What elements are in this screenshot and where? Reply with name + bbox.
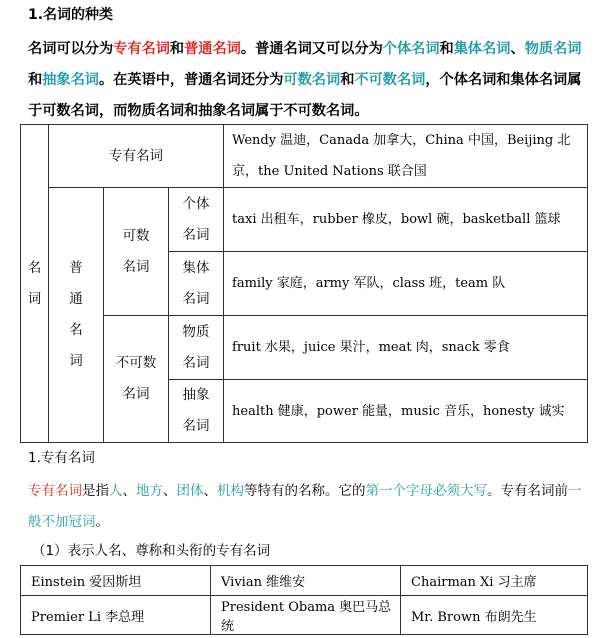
material-noun-examples: fruit 水果，juice 果汁，meat 肉，snack 零食: [224, 316, 588, 380]
intro-text-run: 集体名词: [453, 41, 511, 57]
para-text-run: 机构: [217, 483, 244, 499]
intro-text-run: 和: [340, 72, 355, 88]
para-text-run: 一般不加冠词: [28, 483, 582, 530]
intro-text-run: ，个体名词和集体名词属于可数名词，而物质名词和抽象名词属于不可数名词。: [28, 72, 582, 119]
intro-text-run: 。普通名词又可以分为: [240, 41, 383, 57]
table-row: [21, 316, 588, 380]
para-text-run: 团体: [176, 483, 204, 499]
intro-text-run: 抽象名词: [42, 72, 99, 88]
intro-text-run: 物质名词: [524, 41, 582, 57]
subheading-person-names: （1）表示人名、尊称和头衔的专有名词: [32, 543, 271, 559]
material-noun-label: 物质 名词: [182, 323, 210, 371]
para-text-run: 地方: [136, 483, 163, 499]
collective-noun-cell: [169, 252, 224, 316]
table-row: [21, 188, 588, 252]
para-text-run: 专有名词: [28, 483, 82, 499]
intro-text-run: 不可数名词: [354, 72, 426, 88]
person-names-table: [20, 565, 588, 635]
para-text-run: 。: [95, 514, 109, 530]
proper-noun-examples: Wendy 温迪，Canada 加拿大，China 中国，Beijing 北京，the United Nations 联合国: [224, 125, 588, 188]
intro-text-run: 名词可以分为: [28, 41, 114, 57]
countable-cell: [104, 188, 169, 316]
nouns-root-label: 名 词: [27, 259, 42, 307]
material-noun-cell: [169, 316, 224, 380]
intro-text-run: 和: [169, 41, 185, 57]
table-cell: Einstein 爱因斯坦: [21, 566, 211, 596]
uncountable-cell: [104, 316, 169, 443]
abstract-noun-examples: health 健康，power 能量，music 音乐，honesty 诚实: [224, 380, 588, 443]
intro-text-run: 专有名词: [113, 41, 170, 57]
para-text-run: 。专有名词前: [487, 483, 568, 499]
proper-noun-paragraph: [28, 476, 588, 538]
intro-text-run: 。在英语中，普通名词还分为: [98, 72, 284, 88]
section-title: 1.名词的种类: [28, 7, 114, 23]
collective-noun-examples: family 家庭，army 军队，class 班，team 队: [224, 252, 588, 316]
common-noun-cell: [49, 188, 104, 443]
individual-noun-cell: [169, 188, 224, 252]
table-row: [21, 596, 588, 635]
collective-noun-label: 集体 名词: [182, 259, 210, 307]
individual-noun-label: 个体 名词: [182, 195, 210, 243]
intro-text-run: 和: [439, 41, 454, 57]
intro-paragraph: [28, 34, 588, 127]
para-text-run: 是指: [82, 483, 109, 499]
intro-text-run: 普通名词: [184, 41, 241, 57]
table-cell: Mr. Brown 布朗先生: [401, 596, 588, 635]
para-text-run: 第一个字母必须大写: [365, 483, 487, 499]
table-cell: President Obama 奥巴马总统: [211, 596, 401, 635]
intro-text-run: 可数名词: [283, 72, 341, 88]
table-row: [21, 125, 588, 188]
table-row: [21, 566, 588, 596]
proper-noun-heading: 1.专有名词: [28, 450, 95, 466]
table-cell: Premier Li 李总理: [21, 596, 211, 635]
nouns-root-cell: [21, 125, 49, 443]
countable-label: 可数 名词: [122, 227, 150, 275]
para-text-run: 、: [163, 483, 177, 499]
intro-text-run: 、: [510, 41, 525, 57]
para-text-run: 、: [203, 483, 217, 499]
uncountable-label: 不可数 名词: [115, 355, 157, 402]
table-cell: Vivian 维维安: [211, 566, 401, 596]
abstract-noun-label: 抽象 名词: [182, 387, 210, 434]
noun-classification-table: [20, 124, 588, 443]
para-text-run: 等特有的名称。它的: [244, 483, 366, 499]
common-noun-label: 普 通 名 词: [69, 260, 83, 369]
abstract-noun-cell: [169, 380, 224, 443]
table-cell: Chairman Xi 习主席: [401, 566, 588, 596]
intro-text-run: 个体名词: [382, 41, 440, 57]
intro-text-run: 和: [28, 72, 43, 88]
proper-noun-cell: [49, 125, 224, 188]
proper-noun-label: 专有名词: [109, 147, 163, 164]
para-text-run: 、: [122, 483, 136, 499]
para-text-run: 人: [109, 483, 123, 499]
individual-noun-examples: taxi 出租车，rubber 橡皮，bowl 碗，basketball 篮球: [224, 188, 588, 252]
